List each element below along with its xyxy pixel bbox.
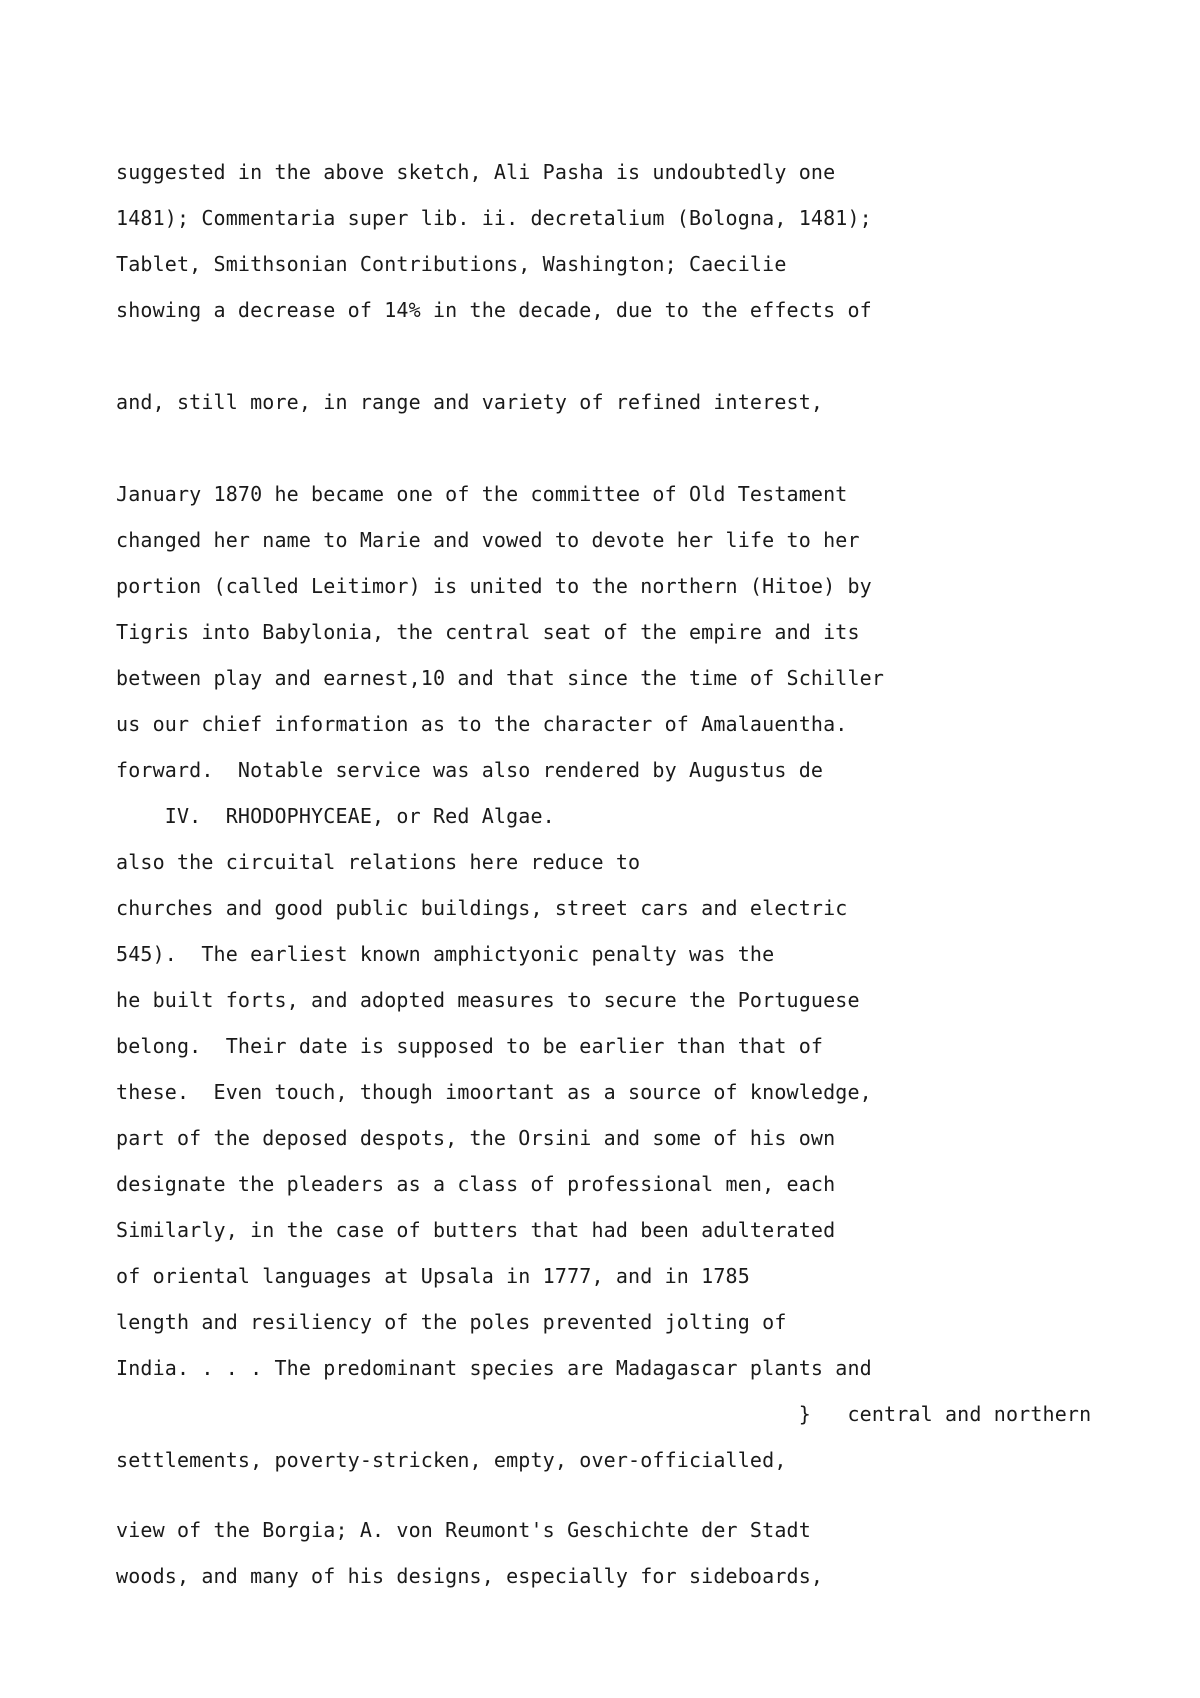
text-line: also the circuital relations here reduce to	[116, 850, 641, 874]
text-line: and, still more, in range and variety of refined interest,	[116, 390, 824, 414]
text-line: churches and good public buildings, street cars and electric	[116, 896, 848, 920]
text-line: us our chief information as to the character of Amalauentha.	[116, 712, 848, 736]
text-line: view of the Borgia; A. von Reumont's Geschichte der Stadt	[116, 1518, 811, 1542]
text-line: suggested in the above sketch, Ali Pasha is undoubtedly one	[116, 160, 836, 184]
text-line: of oriental languages at Upsala in 1777, and in 1785	[116, 1264, 750, 1288]
text-line: part of the deposed despots, the Orsini and some of his own	[116, 1126, 836, 1150]
text-line: these. Even touch, though imoortant as a source of knowledge,	[116, 1080, 872, 1104]
text-line: between play and earnest,10 and that since the time of Schiller	[116, 666, 885, 690]
brace-annotation-line: } central and northern	[116, 1402, 1092, 1426]
text-line: settlements, poverty-stricken, empty, over-officialled,	[116, 1448, 787, 1472]
text-line: designate the pleaders as a class of professional men, each	[116, 1172, 836, 1196]
text-line: Tablet, Smithsonian Contributions, Washington; Caecilie	[116, 252, 787, 276]
text-line: 1481); Commentaria super lib. ii. decretalium (Bologna, 1481);	[116, 206, 872, 230]
text-line: length and resiliency of the poles prevented jolting of	[116, 1310, 787, 1334]
text-line: woods, and many of his designs, especially for sideboards,	[116, 1564, 824, 1588]
text-line: 545). The earliest known amphictyonic penalty was the	[116, 942, 775, 966]
text-line: January 1870 he became one of the committee of Old Testament	[116, 482, 848, 506]
text-line: India. . . . The predominant species are Madagascar plants and	[116, 1356, 872, 1380]
section-heading: IV. RHODOPHYCEAE, or Red Algae.	[116, 804, 555, 828]
text-line: showing a decrease of 14% in the decade, due to the effects of	[116, 298, 872, 322]
text-line: portion (called Leitimor) is united to the northern (Hitoe) by	[116, 574, 872, 598]
text-line: changed her name to Marie and vowed to devote her life to her	[116, 528, 860, 552]
text-line: forward. Notable service was also rendered by Augustus de	[116, 758, 824, 782]
text-line: belong. Their date is supposed to be earlier than that of	[116, 1034, 824, 1058]
text-line: he built forts, and adopted measures to secure the Portuguese	[116, 988, 860, 1012]
text-line: Similarly, in the case of butters that had been adulterated	[116, 1218, 836, 1242]
text-line: Tigris into Babylonia, the central seat of the empire and its	[116, 620, 860, 644]
